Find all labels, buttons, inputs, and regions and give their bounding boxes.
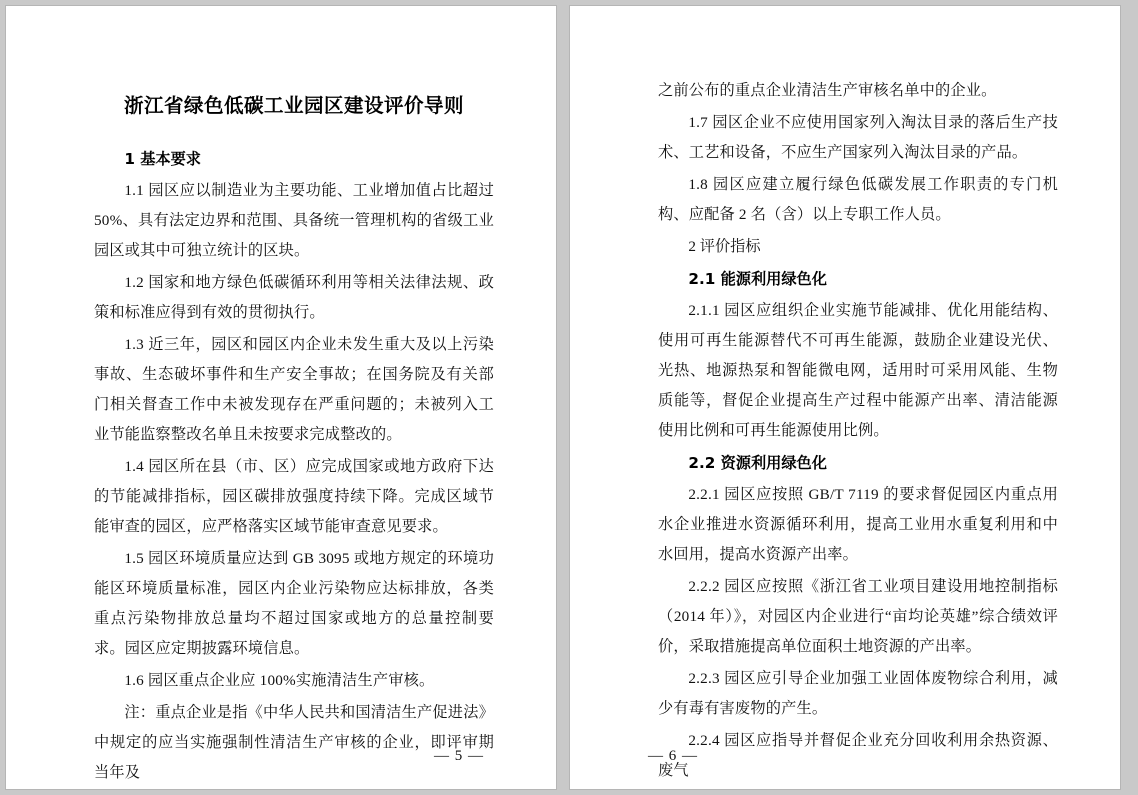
paragraph-1-1: 1.1 园区应以制造业为主要功能、工业增加值占比超过 50%、具有法定边界和范围、具备统一管理机构的省级工业园区或其中可独立统计的区块。 [94, 182, 494, 259]
paragraph-2-2-2: 2.2.2 园区应按照《浙江省工业项目建设用地控制指标（2014 年）》，对园区内企业进行“亩均论英雄”综合绩效评价，采取措施提高单位面积土地资源的产出率。 [658, 578, 1058, 655]
paragraph-2-2-4: 2.2.4 园区应指导并督促企业充分回收利用余热资源、废气 [658, 732, 1058, 779]
section-heading-1: 1 基本要求 [124, 150, 201, 168]
paragraph-1-2: 1.2 国家和地方绿色低碳循环利用等相关法律法规、政策和标准应得到有效的贯彻执行。 [94, 274, 494, 321]
section-heading-2-1: 2.1 能源利用绿色化 [688, 270, 827, 288]
page-content-right [658, 76, 1058, 779]
document-page-left [6, 6, 556, 789]
page-title: 浙江省绿色低碳工业园区建设评价导则 [123, 94, 464, 117]
paragraph-1-6: 1.6 园区重点企业应 100%实施清洁生产审核。 [124, 672, 435, 689]
page-content-left [94, 76, 494, 781]
page-number-left: — 5 — [434, 748, 484, 764]
section-heading-2-2: 2.2 资源利用绿色化 [688, 454, 827, 472]
section-heading-2: 2 评价指标 [688, 238, 761, 255]
document-page-right [570, 6, 1120, 789]
paragraph-2-2-1: 2.2.1 园区应按照 GB/T 7119 的要求督促园区内重点用水企业推进水资源循环利用，提高工业用水重复利用和中水回用，提高水资源产出率。 [658, 486, 1058, 563]
paragraph-1-3: 1.3 近三年，园区和园区内企业未发生重大及以上污染事故、生态破坏事件和生产安全事故；在国务院及有关部门相关督查工作中未被发现存在严重问题的；未被列入工业节能监察整改名单且未按要求完成整改的。 [94, 336, 494, 443]
paragraph-1-7: 1.7 园区企业不应使用国家列入淘汰目录的落后生产技术、工艺和设备，不应生产国家列入淘汰目录的产品。 [658, 114, 1058, 161]
page-number-right: — 6 — [648, 748, 698, 764]
paragraph-2-2-3: 2.2.3 园区应引导企业加强工业固体废物综合利用，减少有毒有害废物的产生。 [658, 670, 1058, 717]
paragraph-1-8: 1.8 园区应建立履行绿色低碳发展工作职责的专门机构、应配备 2 名（含）以上专职工作人员。 [658, 176, 1058, 223]
paragraph-2-1-1: 2.1.1 园区应组织企业实施节能减排、优化用能结构、使用可再生能源替代不可再生能源，鼓励企业建设光伏、光热、地源热泵和智能微电网，适用时可采用风能、生物质能等，督促企业提高生产过程中能源产出率、清洁能源使用比例和可再生能源使用比例。 [658, 302, 1058, 439]
paragraph-1-4: 1.4 园区所在县（市、区）应完成国家或地方政府下达的节能减排指标，园区碳排放强度持续下降。完成区域节能审查的园区，应严格落实区域节能审查意见要求。 [94, 458, 494, 535]
paragraph-1-5: 1.5 园区环境质量应达到 GB 3095 或地方规定的环境功能区环境质量标准，园区内企业污染物应达标排放，各类重点污染物排放总量均不超过国家或地方的总量控制要求。园区应定期披露环境信息。 [94, 550, 494, 657]
paragraph-continuation: 之前公布的重点企业清洁生产审核名单中的企业。 [658, 82, 997, 99]
paragraph-note: 注：重点企业是指《中华人民共和国清洁生产促进法》中规定的应当实施强制性清洁生产审核的企业，即评审期当年及 [94, 704, 494, 781]
